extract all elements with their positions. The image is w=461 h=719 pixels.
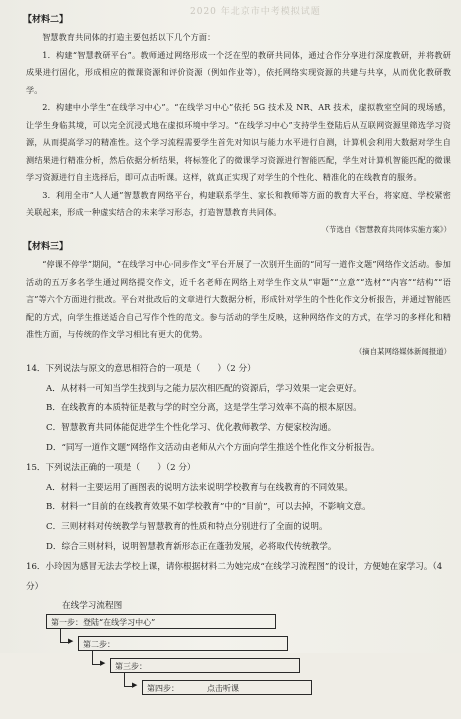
material-3-source: （摘自某网络媒体新闻报道） [354,346,451,356]
material-2-source: （节选自《智慧教育共同体实施方案》） [321,225,451,235]
flowchart-step-4-label: 第四步： [147,684,179,694]
material-2-point-1: 1．构建“智慧教研平台”。教师通过网络形成一个泛在型的教研共同体，通过合作分享进行深度教研，并将教研成果进行固化，形成相应的微课资源和评价资源（例如作业等），依托网络实现资源的共建与共享，从而优化教研教学。 [26,49,451,95]
bleed-through-header: 2020 年北京市中考模拟试题 [190,7,321,17]
question-15-stem: 15．下列说法正确的一项是（ ）（2 分） [26,462,196,473]
arrow-right-icon: ▶ [68,637,74,646]
question-14-option-b: B．在线教育的本质特征是教与学的时空分离，这是学生学习效率不高的根本原因。 [46,403,362,414]
material-2-point-2: 2．构建中小学生“在线学习中心”。“在线学习中心”依托 5G 技术及 NR、AR 技术，虚拟教室空间的现场感，让学生身临其境，可以完全沉浸式地在虚拟环境中学习。“在线学习中心”支持学生登陆后从互联网资源里筛选学习资源，从而提高学习的精准性。这个学习流程需要学生首先对知识与能力水平进行自测，计算机会利用大数据对学生自测结果进行精准分析，然后依据分析结果，将标签化了的微课学习资源进行智能匹配，学生对计算机智能匹配的微课学习资源进行自主选择后，即可点击听课。这样，就真正实现了对学生的个性化、精准化的在线教育的服务。 [26,102,451,183]
learning-flowchart [26,599,451,719]
question-14-option-c: C．智慧教育共同体能促进学生个性化学习、优化教师教学、方便家校沟通。 [46,423,337,434]
question-15-option-c: C．三则材料对传统教学与智慧教育的性质和特点分别进行了全面的说明。 [46,522,328,533]
question-15-option-a: A．材料一主要运用了画图表的说明方法来说明学校教育与在线教育的不同效果。 [46,482,353,493]
flowchart-step-2: 第二步： [78,636,288,651]
material-3-paragraph: “停课不停学”期间，“在线学习中心·同步作文”平台开展了一次别开生面的“同写一道作文题”网络作文活动。参加活动的五万多名学生通过网络提交作文，近千名老师在网络上对学生作文从“审题”“立意”“选材”“内容”“结构”“语言”等六个方面进行批改。平台对批改后的文章进行大数据分析，形成针对学生的个性化作文分析报告，并通过智能匹配的方式，向学生推送适合自己写作个性的范文。参与活动的学生反映，这种网络作文的方式，在学习的多样化和精准性方面，与传统的作文学习相比有更大的优势。 [26,259,451,340]
flowchart-connector-2 [92,651,100,665]
flowchart-step-3: 第三步： [110,658,300,673]
material-3-heading: 【材料三】 [23,242,69,253]
flowchart-connector-3 [124,673,132,687]
question-14-stem: 14．下列说法与原文的意思相符合的一项是（ ）（2 分） [26,363,256,374]
flowchart-step-4-action: 点击听课 [207,684,239,694]
flowchart-step-1: 第一步：登陆“在线学习中心” [46,614,276,629]
exam-content [23,11,451,719]
arrow-right-icon: ▶ [132,681,138,690]
flowchart-title: 在线学习流程图 [62,601,123,612]
material-2-heading: 【材料二】 [23,15,69,25]
question-16-stem: 16．小玲因为感冒无法去学校上课，请你根据材料二为她完成“在线学习流程图”的设计，方便她在家学习。（4 分） [26,561,443,592]
flowchart-connector-1 [60,629,68,643]
question-15-option-b: B．材料一“目前的在线教育效果不如学校教育”中的“目前”，可以去掉，不影响文意。 [46,502,371,513]
question-14-option-d: D．“同写一道作文题”网络作文活动由老师从六个方面向学生推送个性化作文分析报告。 [46,442,380,453]
question-14-option-a: A．从材料一可知当学生找到与之能力层次相匹配的资源后，学习效果一定会更好。 [46,383,362,394]
material-2-intro: 智慧教育共同体的打造主要包括以下几个方面： [42,32,216,42]
arrow-right-icon: ▶ [100,659,106,668]
material-2-point-3: 3．利用全市“人人通”智慧教育网络平台，构建联系学生、家长和教师等方面的教育大平台，将家庭、学校紧密关联起来，形成一种虚实结合的未来学习形态，打造智慧教育共同体。 [26,189,451,218]
flowchart-step-4 [142,680,312,695]
question-15-option-d: D．综合三则材料，说明智慧教育新形态正在蓬勃发展，必将取代传统教学。 [46,541,337,552]
